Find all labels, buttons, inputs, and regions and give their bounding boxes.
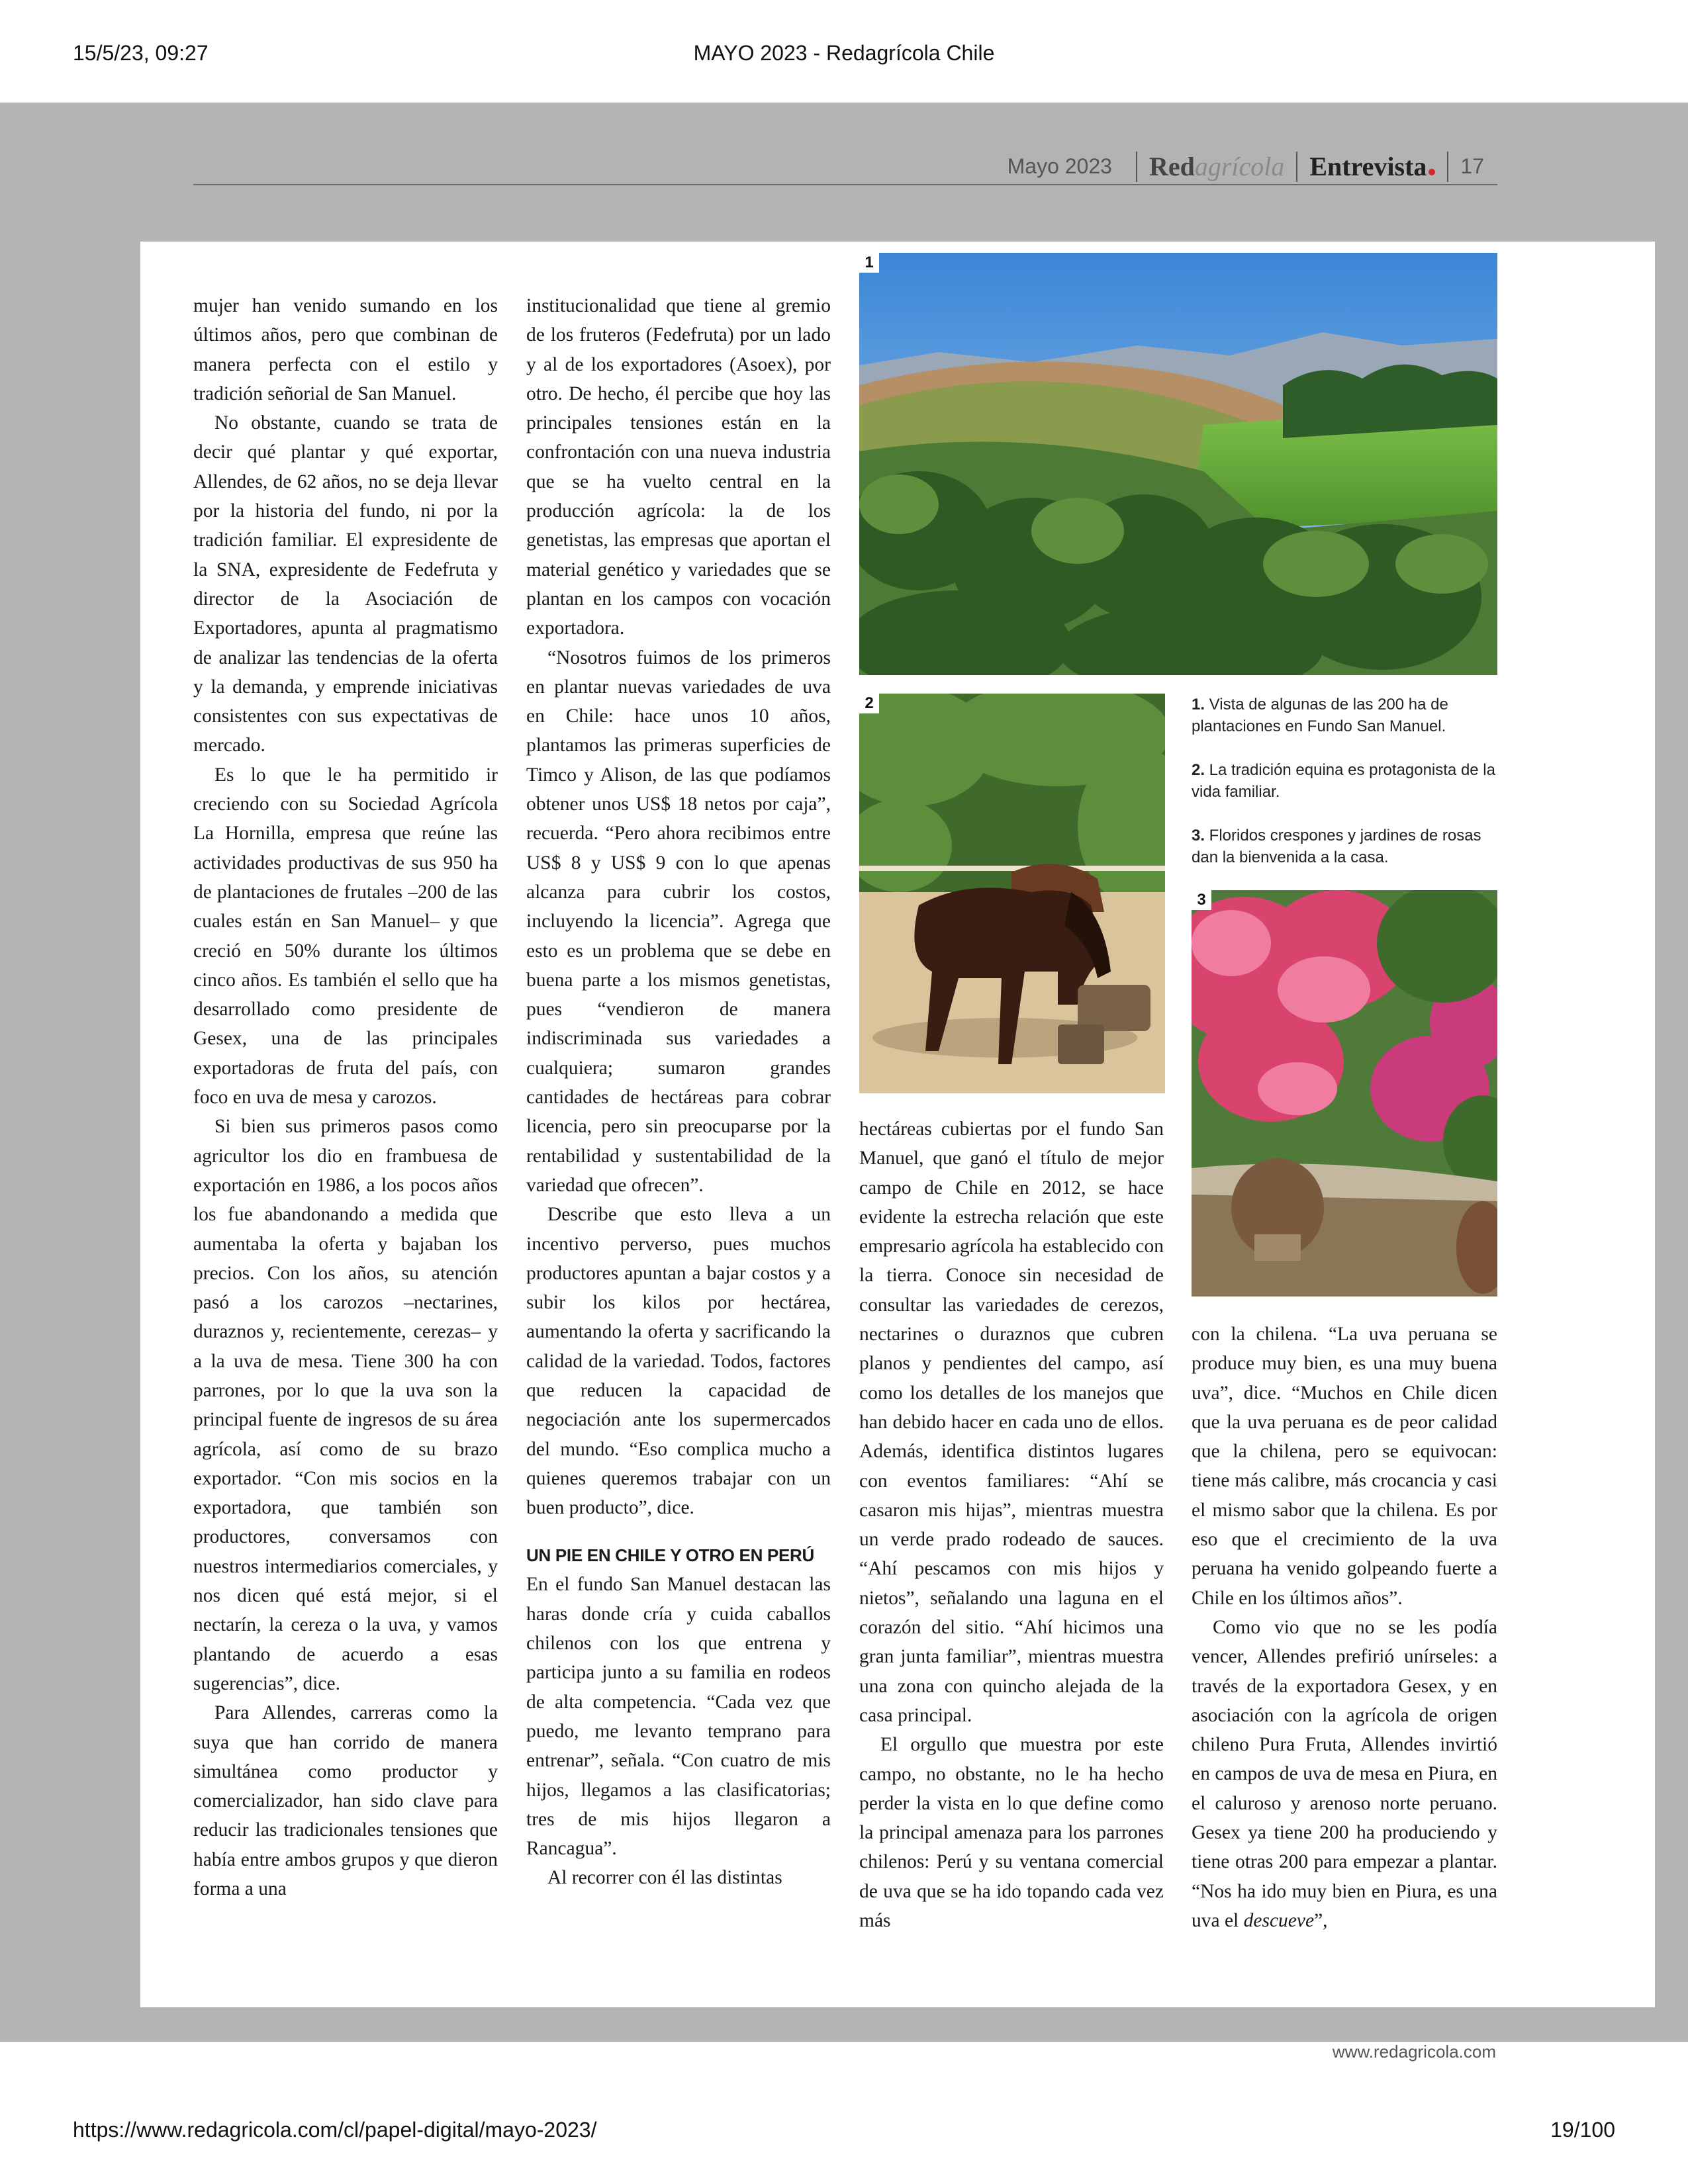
paragraph: Como vio que no se les podía vencer, Allendes prefirió unírseles: a través de la exportadora Gesex, y en asociación con la agrícola de origen chileno Pura Fruta, Allendes invirtió en campos de uva de mesa en Piura, en el caluroso y arenoso norte peruano. Gesex ya tiene 200 ha produciendo y tiene otras 200 para empezar a plantar. “Nos ha ido muy bien en Piura, es una uva el descueve”, [1192,1616,1497,1931]
divider [1296,152,1297,182]
paragraph: con la chilena. “La uva peruana se produce muy bien, es una muy buena uva”, dice. “Muchos en Chile dicen que la uva peruana es de peor calidad que la chilena, pero se equivocan: tiene más calibre, más crocancia y casi el mismo sabor que la chilena. Es por eso que el crecimiento de la uva peruana ha venido golpeando fuerte a Chile en los últimos años”. [1192,1324,1497,1609]
photo-garden [1192,890,1497,1297]
print-page-count: 19/100 [1550,2118,1615,2142]
red-dot-icon [1429,169,1435,175]
photo-captions [1192,694,1497,890]
print-url: https://www.redagricola.com/cl/papel-digital/mayo-2023/ [73,2118,597,2142]
orchard-image [859,253,1497,675]
photo-number: 2 [859,694,879,713]
issue-month: Mayo 2023 [1007,154,1112,178]
column-4 [1192,1320,1497,1935]
horse-image [859,694,1165,1093]
section-heading: UN PIE EN CHILE Y OTRO EN PERÚ [526,1545,815,1566]
divider [1447,152,1448,182]
paragraph: El orgullo que muestra por este campo, no obstante, no le ha hecho perder la vista en lo que define como la principal amenaza para los parrones chilenos: Perú y su ventana comercial de uva que se ha ido topando cada vez más [859,1734,1164,1932]
paragraph: Si bien sus primeros pasos como agricultor los dio en frambuesa de exportación en 1986, a los pocos años los fue abandonando a medida que aumentaba la oferta y bajaban los precios. Con los años, su atención pasó a los carozos –nectarines, duraznos y, recientemente, cerezas– y a la uva de mesa. Tiene 300 ha con parrones, por lo que la uva son la principal fuente de ingresos de su área agrícola, así como de su brazo exportador. “Con mis socios en la exportadora, que también son productores, conversamos con nuestros intermediarios comerciales, y nos dicen qué está mejor, si el nectarín, la cereza o la uva, y vamos plantando de acuerdo a esas sugerencias”, dice. [193,1116,498,1694]
paragraph: hectáreas cubiertas por el fundo San Manuel, que ganó el título de mejor campo de Chile en 2012, se hace evidente la estrecha relación que este empresario agrícola ha establecido con la tierra. Conoce sin necesidad de consultar las variedades de cerezos, nectarines o duraznos que cubren planos y pendientes del campo, así como los detalles de los manejos que han debido hacer en cada uno de ellos. Además, identifica distintos lugares con eventos familiares: “Ahí se casaron mis hijas”, mientras muestra un verde prado rodeado de sauces. “Ahí pescamos con mis hijos y nietos”, señalando una laguna en el corazón del sitio. “Ahí hicimos una gran junta familiar”, mientras muestra una zona con quincho alejada de la casa principal. [859,1118,1164,1726]
garden-image [1192,890,1497,1297]
site-url: www.redagricola.com [1332,2042,1496,2062]
caption-2: 2. La tradición equina es protagonista de la vida familiar. [1192,761,1495,801]
paragraph: mujer han venido sumando en los últimos años, pero que combinan de manera perfecta con el estilo y tradición señorial de San Manuel. [193,295,498,404]
print-datetime: 15/5/23, 09:27 [73,41,209,65]
print-footer [0,2118,1688,2144]
section-name: Entrevista [1309,151,1435,182]
brand-logo: Redagrícola [1149,152,1285,181]
paragraph: institucionalidad que tiene al gremio de los fruteros (Fedefruta) por un lado y al de los exportadores (Asoex), por otro. De hecho, él percibe que hoy las principales tensiones están en la confrontación con una nueva industria que se ha vuelto central en la producción agrícola: la de los genetistas, las empresas que aportan el material genético y variedades que se plantan en los campos con vocación exportadora. [526,295,831,639]
paragraph: “Nosotros fuimos de los primeros en plantar nuevas variedades de uva en Chile: hace unos 10 años, plantamos las primeras superficies de Timco y Alison, de las que podíamos obtener unos US$ 18 netos por caja”, recuerda. “Pero ahora recibimos entre US$ 8 y US$ 9 con lo que apenas alcanza para cubrir los costos, incluyendo la licencia”. Agrega que esto es un problema que se debe en buena parte a los mismos genetistas, pues “vendieron de manera indiscriminada sus variedades a cualquiera; sumaron grandes cantidades de hectáreas para cobrar licencia, pero sin preocuparse por la rentabilidad y sustentabilidad de la variedad que ofrecen”. [526,647,831,1196]
photo-orchard [859,253,1497,675]
paragraph: En el fundo San Manuel destacan las haras donde cría y cuida caballos chilenos con los que entrena y participa junto a su familia en rodeos de alta competencia. “Cada vez que puedo, me levanto temprano para entrenar”, señala. “Con cuatro de mis hijos, llegamos a las clasificatorias; tres de mis hijos llegaron a Rancagua”. [526,1574,831,1860]
column-2 [526,291,831,1893]
paragraph: Para Allendes, carreras como la suya que han corrido de manera simultánea como productor y comercializador, han sido clave para reducir las tradicionales tensiones que había entre ambos grupos y que dieron forma a una [193,1702,498,1900]
running-head [193,147,1497,187]
photo-number: 3 [1192,890,1211,910]
print-title: MAYO 2023 - Redagrícola Chile [693,41,995,65]
paragraph: Describe que esto lleva a un incentivo perverso, pues muchos productores apuntan a bajar costos y a subir los kilos por hectárea, aumentando la oferta y sacrificando la calidad de la variedad. Todos, factores que reducen la capacidad de negociación ante los supermercados del mundo. “Eso complica mucho a quienes queremos trabajar con un buen producto”, dice. [526,1204,831,1519]
paragraph: No obstante, cuando se trata de decir qué plantar y qué exportar, Allendes, de 62 años, no se deja llevar por la historia del fundo, ni por la tradición familiar. El expresidente de la SNA, expresidente de Fedefruta y director de la Asociación de Exportadores, apunta al pragmatismo de analizar las tendencias de la oferta y la demanda, y emprende iniciativas consistentes con sus expectativas de mercado. [193,412,498,756]
header-rule [193,184,1497,185]
page-number: 17 [1460,154,1484,178]
caption-3: 3. Floridos crespones y jardines de rosas dan la bienvenida a la casa. [1192,827,1481,866]
column-3 [859,1115,1164,1935]
print-header [0,41,1688,74]
caption-1: 1. Vista de algunas de las 200 ha de plantaciones en Fundo San Manuel. [1192,696,1448,735]
divider [1136,152,1137,182]
photo-horses [859,694,1165,1093]
column-1 [193,291,498,1903]
photo-number: 1 [859,253,879,273]
paragraph: Es lo que le ha permitido ir creciendo con su Sociedad Agrícola La Hornilla, empresa que reúne las actividades productivas de sus 950 ha de plantaciones de frutales –200 de las cuales están en San Manuel– y que creció en 50% durante los últimos cinco años. Es también el sello que ha desarrollado como presidente de Gesex, una de las principales exportadoras de fruta del país, con foco en uva de mesa y carozos. [193,764,498,1109]
paragraph: Al recorrer con él las distintas [547,1867,782,1889]
